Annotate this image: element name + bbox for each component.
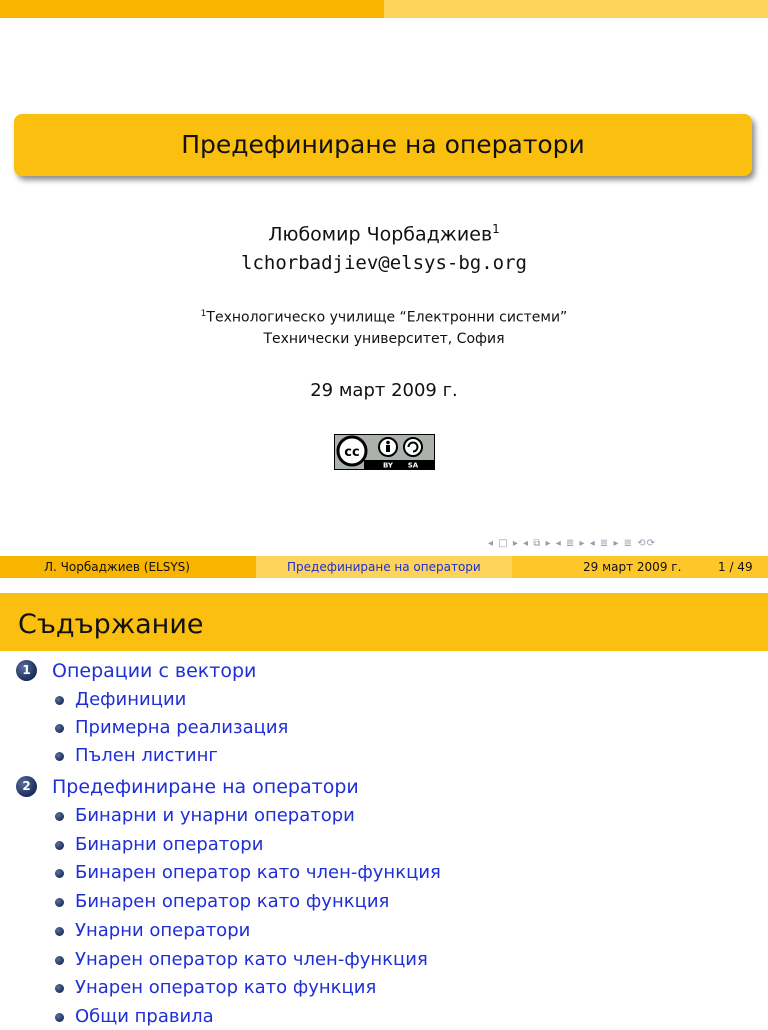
- toc-subsection-label[interactable]: Бинарен оператор като член-функция: [75, 862, 441, 883]
- footer-date: 29 март 2009 г.: [583, 560, 682, 574]
- toc-subsection-label[interactable]: Бинарни оператори: [75, 834, 264, 855]
- toc-subsection-label[interactable]: Бинарен оператор като функция: [75, 891, 390, 912]
- by-text: BY: [382, 461, 394, 470]
- bullet-icon: [55, 984, 64, 993]
- toc-subsection-label[interactable]: Унарни оператори: [75, 920, 251, 941]
- section-number-badge: 1: [16, 660, 37, 681]
- author-name: Любомир Чорбаджиев: [268, 223, 493, 246]
- header-bar-left: [0, 0, 384, 18]
- bullet-icon: [55, 956, 64, 965]
- institution-line-2: Технически университет, София: [263, 331, 505, 347]
- toc-section-label[interactable]: Операции с вектори: [52, 660, 257, 682]
- bullet-icon: [55, 1013, 64, 1022]
- footer-bar: [0, 556, 768, 578]
- bullet-icon: [55, 724, 64, 733]
- sa-text: SA: [407, 461, 419, 470]
- institution-footnote-mark: 1: [200, 309, 207, 319]
- footer-author: Л. Чорбаджиев (ELSYS): [44, 560, 190, 574]
- toc-subsection-label[interactable]: Пълен листинг: [75, 745, 218, 766]
- bullet-icon: [55, 898, 64, 907]
- slide-title: Предефиниране на оператори: [181, 130, 585, 159]
- cc-by-sa-license-icon: [334, 434, 435, 470]
- bullet-icon: [55, 752, 64, 761]
- toc-subsection-label[interactable]: Примерна реализация: [75, 717, 289, 738]
- footer-page-number: 1 / 49: [718, 560, 753, 574]
- toc-subsection-label[interactable]: Унарен оператор като член-функция: [75, 949, 428, 970]
- toc-subsection-label[interactable]: Дефиниции: [75, 689, 187, 710]
- toc-subsection-label[interactable]: Бинарни и унарни оператори: [75, 805, 355, 826]
- bullet-icon: [55, 812, 64, 821]
- institution-name: Технологическо училище “Електронни системи”: [206, 309, 568, 326]
- toc-subsection-label[interactable]: Унарен оператор като функция: [75, 977, 377, 998]
- presentation-date: 29 март 2009 г.: [310, 380, 458, 401]
- frame-title: Съдържание: [18, 609, 204, 640]
- toc-subsection-label[interactable]: Общи правила: [75, 1006, 214, 1027]
- bullet-icon: [55, 841, 64, 850]
- institution-line-1: [0, 309, 768, 326]
- bullet-icon: [55, 696, 64, 705]
- header-bar-right: [384, 0, 768, 18]
- beamer-navigation-icons[interactable]: ◂ □ ▸ ◂ ⧉ ▸ ◂ ≣ ▸ ◂ ≣ ▸ ≣ ⟲⟳: [488, 538, 656, 549]
- cc-text: cc: [344, 445, 360, 460]
- author-footnote-mark: 1: [492, 222, 500, 236]
- author-email: lchorbadjiev@elsys-bg.org: [241, 252, 527, 274]
- author: [0, 222, 768, 245]
- footer-title-link[interactable]: Предефиниране на оператори: [287, 560, 481, 574]
- section-number-badge: 2: [16, 776, 37, 797]
- bullet-icon: [55, 927, 64, 936]
- toc-section-label[interactable]: Предефиниране на оператори: [52, 776, 359, 798]
- bullet-icon: [55, 869, 64, 878]
